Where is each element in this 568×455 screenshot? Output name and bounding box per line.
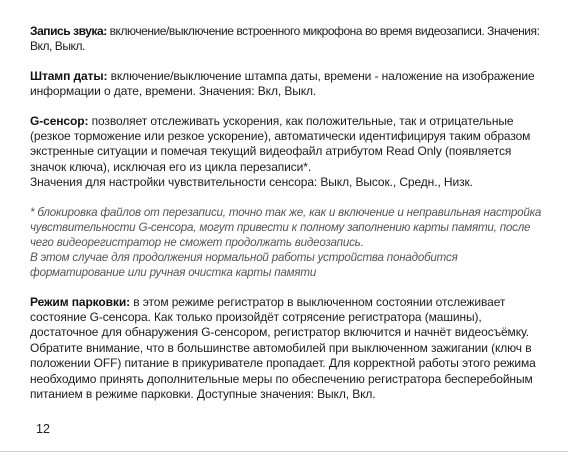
- page-number: 12: [36, 422, 50, 436]
- page-bottom-divider: [0, 451, 568, 452]
- footnote-paragraph: [30, 205, 544, 281]
- manual-page-content: [30, 24, 544, 403]
- audio-recording-paragraph: [30, 24, 544, 55]
- audio-recording-text: включение/выключение встроенного микрофона во время видеозаписи. Значения: Вкл, Выкл.: [30, 24, 540, 54]
- g-sensor-text: позволяет отслеживать ускорения, как положительные, так и отрицательные (резкое торможение или резкое ускорение), автоматически идентифицируя таким образом экстренные ситуации и помечая текущий видеофайл атрибутом Read Only (появляется значок ключа), исключая его из цикла перезаписи*.: [30, 113, 531, 174]
- parking-mode-paragraph: [30, 295, 544, 403]
- footnote-line-1: * блокировка файлов от перезаписи, точно так же, как и включение и неправильная настройка чувствительности G-сенсора, могут привести к полному заполнению карты памяти, после чего видеорегистратор не сможет продолжать видеозапись.: [30, 205, 542, 250]
- g-sensor-title: G-сенсор:: [30, 113, 89, 128]
- date-stamp-text: включение/выключение штампа даты, времени - наложение на изображение информации о дате, времени. Значения: Вкл, Выкл.: [30, 68, 535, 99]
- date-stamp-paragraph: [30, 69, 544, 100]
- date-stamp-title: Штамп даты:: [30, 68, 108, 83]
- parking-mode-title: Режим парковки:: [30, 294, 131, 309]
- parking-mode-text: в этом режиме регистратор в выключенном состоянии отслеживает состояние G-сенсора. Как только произойдёт сотрясение регистратора (машины), достаточное для обнаружения G-сенсором, регистратор включится и начнёт видеосъёмку. Обратите внимание, что в большинстве автомобилей при выключенном зажигании (ключ в положении OFF) питание в прикуривателе пропадает. Для корректной работы этого режима необходимо принять дополнительные меры по обеспечению регистратора бесперебойным питанием в режиме парковки. Доступные значения: Выкл, Вкл.: [30, 294, 536, 402]
- g-sensor-values-text: Значения для настройки чувствительности сенсора: Выкл, Высок., Средн., Низк.: [30, 175, 473, 190]
- g-sensor-paragraph: [30, 114, 544, 191]
- footnote-line-2: В этом случае для продолжения нормальной работы устройства понадобится форматирование или ручная очистка карты памяти: [30, 251, 458, 280]
- audio-recording-title: Запись звука:: [30, 24, 107, 38]
